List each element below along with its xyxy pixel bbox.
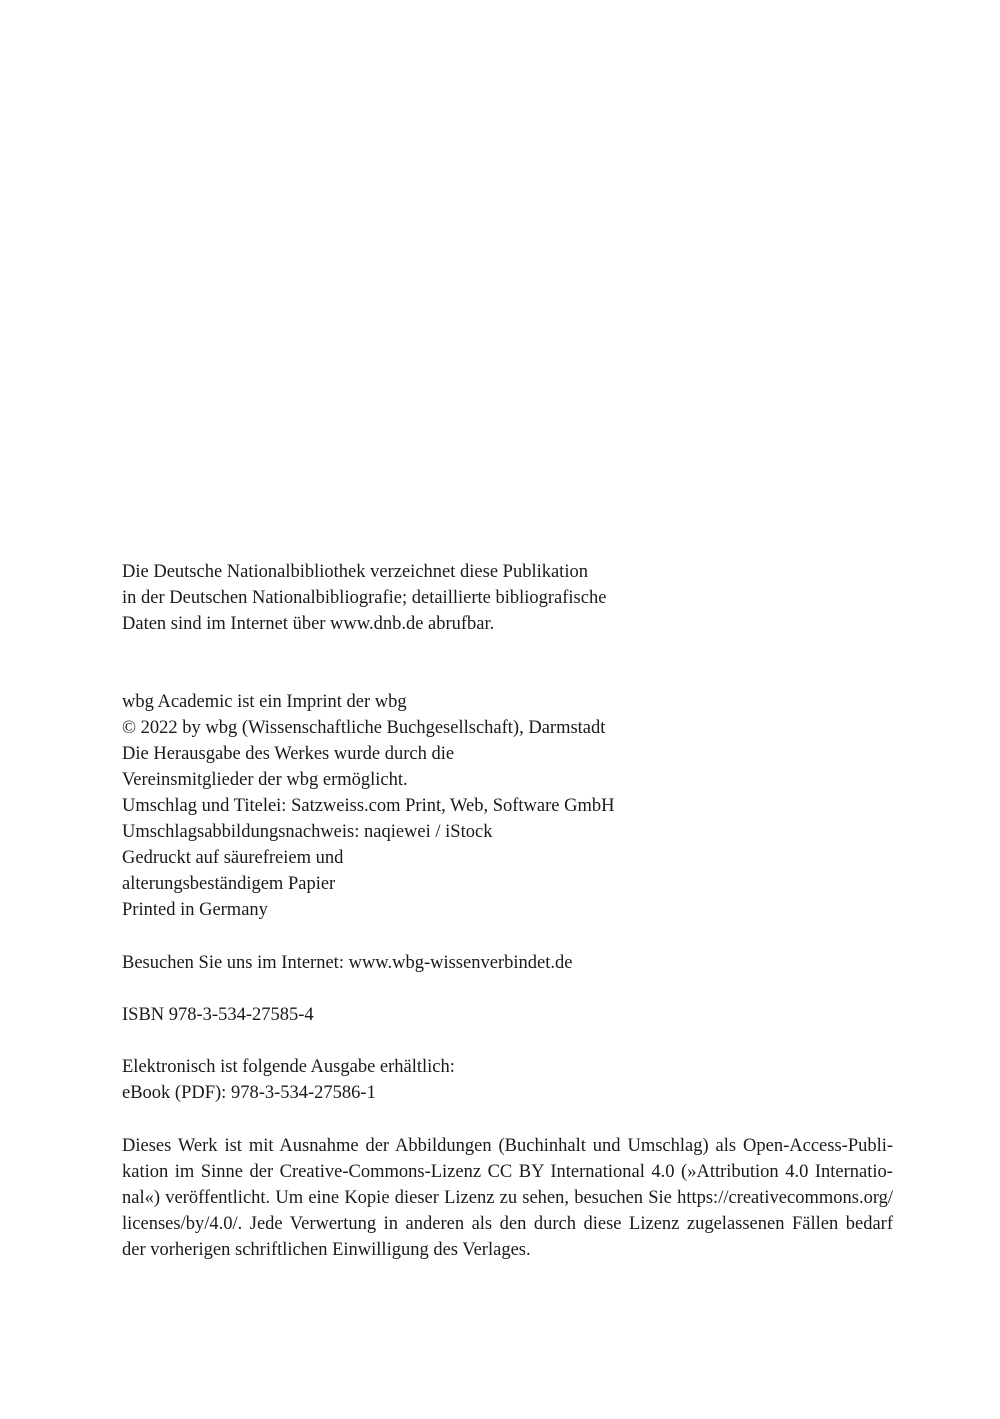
imprint-line-4: Vereinsmitglieder der wbg ermöglicht. [122, 770, 408, 790]
ebook-isbn-line: eBook (PDF): 978-3-534-27586-1 [122, 1083, 376, 1103]
dnb-notice-line-2: in der Deutschen Nationalbibliografie; detaillierte bibliografische [122, 588, 607, 608]
printed-in-line: Printed in Germany [122, 900, 268, 920]
dnb-notice-line-3: Daten sind im Internet über www.dnb.de abrufbar. [122, 614, 495, 634]
website-line: Besuchen Sie uns im Internet: www.wbg-wissenverbindet.de [122, 953, 573, 973]
cover-image-credit-line: Umschlagsabbildungsnachweis: naqiewei / iStock [122, 822, 493, 842]
copyright-line: © 2022 by wbg (Wissenschaftliche Buchgesellschaft), Darmstadt [122, 718, 606, 738]
license-line-3: nal«) veröffentlicht. Um eine Kopie dieser Lizenz zu sehen, besuchen Sie https://creativecommons.org/ [122, 1188, 894, 1208]
imprint-line-1: wbg Academic ist ein Imprint der wbg [122, 692, 407, 712]
license-line-5: der vorherigen schriftlichen Einwilligung des Verlages. [122, 1240, 531, 1260]
imprint-line-3: Die Herausgabe des Werkes wurde durch die [122, 744, 455, 764]
isbn-line: ISBN 978-3-534-27585-4 [122, 1005, 314, 1025]
imprint-line-8: alterungsbeständigem Papier [122, 874, 336, 894]
license-line-4: licenses/by/4.0/. Jede Verwertung in anderen als den durch diese Lizenz zugelassenen Fällen bedarf [122, 1214, 893, 1234]
electronic-edition-line-1: Elektronisch ist folgende Ausgabe erhältlich: [122, 1057, 455, 1077]
cover-design-line: Umschlag und Titelei: Satzweiss.com Print, Web, Software GmbH [122, 796, 615, 816]
license-line-1: Dieses Werk ist mit Ausnahme der Abbildungen (Buchinhalt und Umschlag) als Open-Access-Publi- [122, 1136, 894, 1156]
imprint-line-7: Gedruckt auf säurefreiem und [122, 848, 344, 868]
license-line-2: kation im Sinne der Creative-Commons-Lizenz CC BY International 4.0 (»Attribution 4.0 Internatio- [122, 1162, 893, 1182]
dnb-notice-line-1: Die Deutsche Nationalbibliothek verzeichnet diese Publikation [122, 562, 588, 582]
